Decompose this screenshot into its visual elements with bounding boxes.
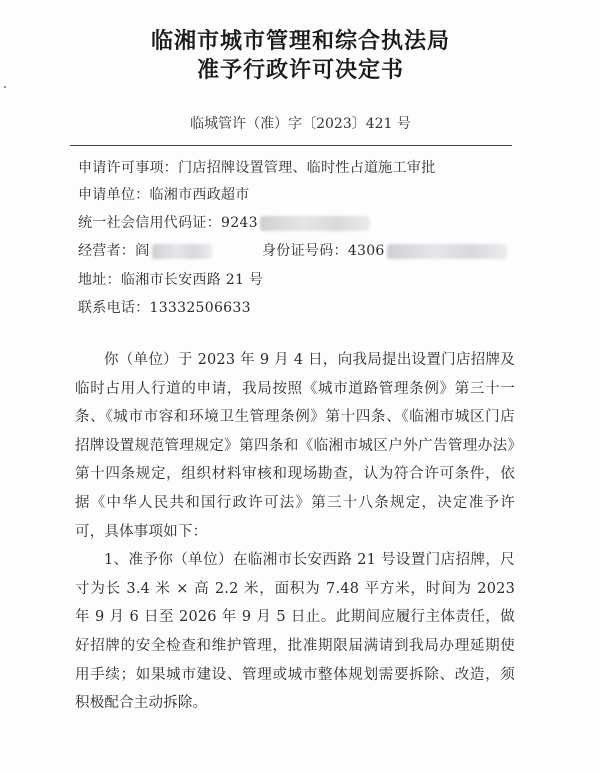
phone-label: 联系电话： (78, 300, 150, 316)
agency-title: 临湘市城市管理和综合执法局 (150, 28, 450, 54)
id-value: 4306 (347, 243, 385, 259)
credit-label: 统一社会信用代码证： (78, 215, 221, 231)
info-row-applicant (78, 184, 250, 204)
info-row-operator (78, 240, 212, 260)
info-row-id (262, 240, 507, 260)
document-title: 准予行政许可决定书 (196, 57, 404, 83)
item-value: 门店招牌设置管理、临时性占道施工审批 (178, 160, 436, 176)
credit-value: 9243 (221, 215, 258, 231)
item-label: 申请许可事项： (78, 160, 179, 176)
address-label: 地址： (78, 272, 121, 288)
phone-value: 13332506633 (149, 300, 251, 316)
scan-speck (4, 86, 6, 88)
body-paragraph-item-1: 1、准予你（单位）在临湘市长安西路 21 号设置门店招牌，尺寸为长 3.4 米 × 高 2.2 米，面积为 7.48 平方米，时间为 2023 年 9 月 6 日至 2026 年 9 月 5 日止。此期间应履行主体责任，做好招牌的安全检查和维护管理，批准期限届满请到我局办理延期使用手续；如果城市建设、管理或城市整体规划需要拆除、改造，须积极配合主动拆除。 (75, 552, 515, 712)
redaction-blur (260, 216, 370, 231)
id-label: 身份证号码： (262, 243, 348, 259)
operator-label: 经营者： (78, 243, 136, 259)
info-row-credit-code (78, 212, 370, 232)
redaction-blur (152, 244, 212, 259)
document-number: 临城管许（准）字〔2023〕421 号 (190, 116, 411, 132)
info-row-address (78, 269, 263, 289)
info-row-phone (78, 297, 251, 317)
operator-value: 阎 (135, 243, 150, 259)
redaction-blur (387, 244, 507, 259)
document-body (75, 346, 515, 718)
header-divider (70, 145, 512, 146)
applicant-label: 申请单位： (78, 187, 150, 203)
applicant-value: 临湘市西政超市 (149, 187, 250, 203)
info-row-item (78, 157, 436, 177)
body-paragraph-intro: 你（单位）于 2023 年 9 月 4 日，向我局提出设置门店招牌及临时占用人行道的申请，我局按照《城市道路管理条例》第三十一条、《城市市容和环境卫生管理条例》第十四条、《临湘市城区门店招牌设置规范管理规定》第四条和《临湘市城区户外广告管理办法》第十四条规定，组织材料审核和现场勘查，认为符合许可条件，依据《中华人民共和国行政许可法》第三十八条规定，决定准予许可，具体事项如下： (75, 352, 515, 540)
address-value: 临湘市长安西路 21 号 (120, 272, 264, 288)
